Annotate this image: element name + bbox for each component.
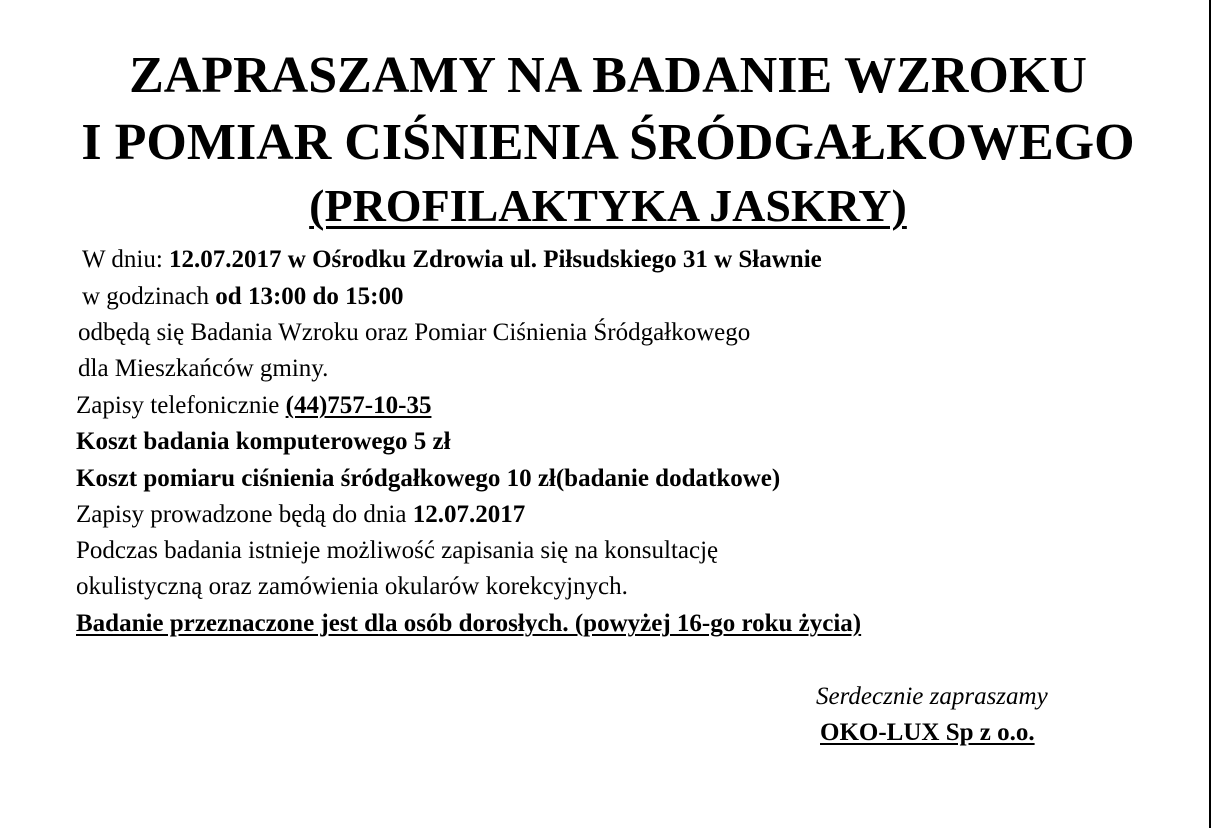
cost-pressure-line: Koszt pomiaru ciśnienia śródgałkowego 10 zł(badanie dodatkowe)	[76, 465, 781, 492]
registration-prefix: Zapisy prowadzone będą do dnia	[76, 501, 413, 528]
date-location-details: 12.07.2017 w Ośrodku Zdrowia ul. Piłsudskiego 31 w Sławnie	[169, 246, 822, 273]
residents-line: dla Mieszkańców gminy.	[78, 355, 329, 382]
company-name: OKO-LUX Sp z o.o.	[820, 719, 1035, 746]
registration-date: 12.07.2017	[412, 501, 526, 528]
cost-computer-line: Koszt badania komputerowego 5 zł	[76, 428, 451, 455]
date-prefix: W dniu:	[82, 246, 170, 273]
phone-prefix: Zapisy telefonicznie	[76, 392, 286, 419]
phone-line	[76, 392, 431, 420]
hours-prefix: w godzinach	[82, 283, 216, 310]
consult-line-1: Podczas badania istnieje możliwość zapisania się na konsultację	[76, 537, 719, 564]
phone-number: (44)757-10-35	[285, 392, 432, 419]
registration-line	[76, 501, 525, 529]
headline-line-2: I POMIAR CIŚNIENIA ŚRÓDGAŁKOWEGO	[81, 114, 1135, 171]
closing-greeting: Serdecznie zapraszamy	[816, 683, 1048, 710]
hours-line	[82, 283, 404, 311]
date-location-line	[82, 246, 822, 274]
headline-subtitle: (PROFILAKTYKA JASKRY)	[309, 180, 907, 231]
headline-line-1: ZAPRASZAMY NA BADANIE WZROKU	[129, 47, 1087, 104]
headline-line-3	[0, 180, 1216, 231]
adults-note: Badanie przeznaczone jest dla osób dorosłych. (powyżej 16-go roku życia)	[76, 610, 862, 637]
hours-value: od 13:00 do 15:00	[215, 283, 404, 310]
consult-line-2: okulistyczną oraz zamówienia okularów korekcyjnych.	[76, 573, 628, 600]
exams-line: odbędą się Badania Wzroku oraz Pomiar Ciśnienia Śródgałkowego	[78, 319, 751, 346]
